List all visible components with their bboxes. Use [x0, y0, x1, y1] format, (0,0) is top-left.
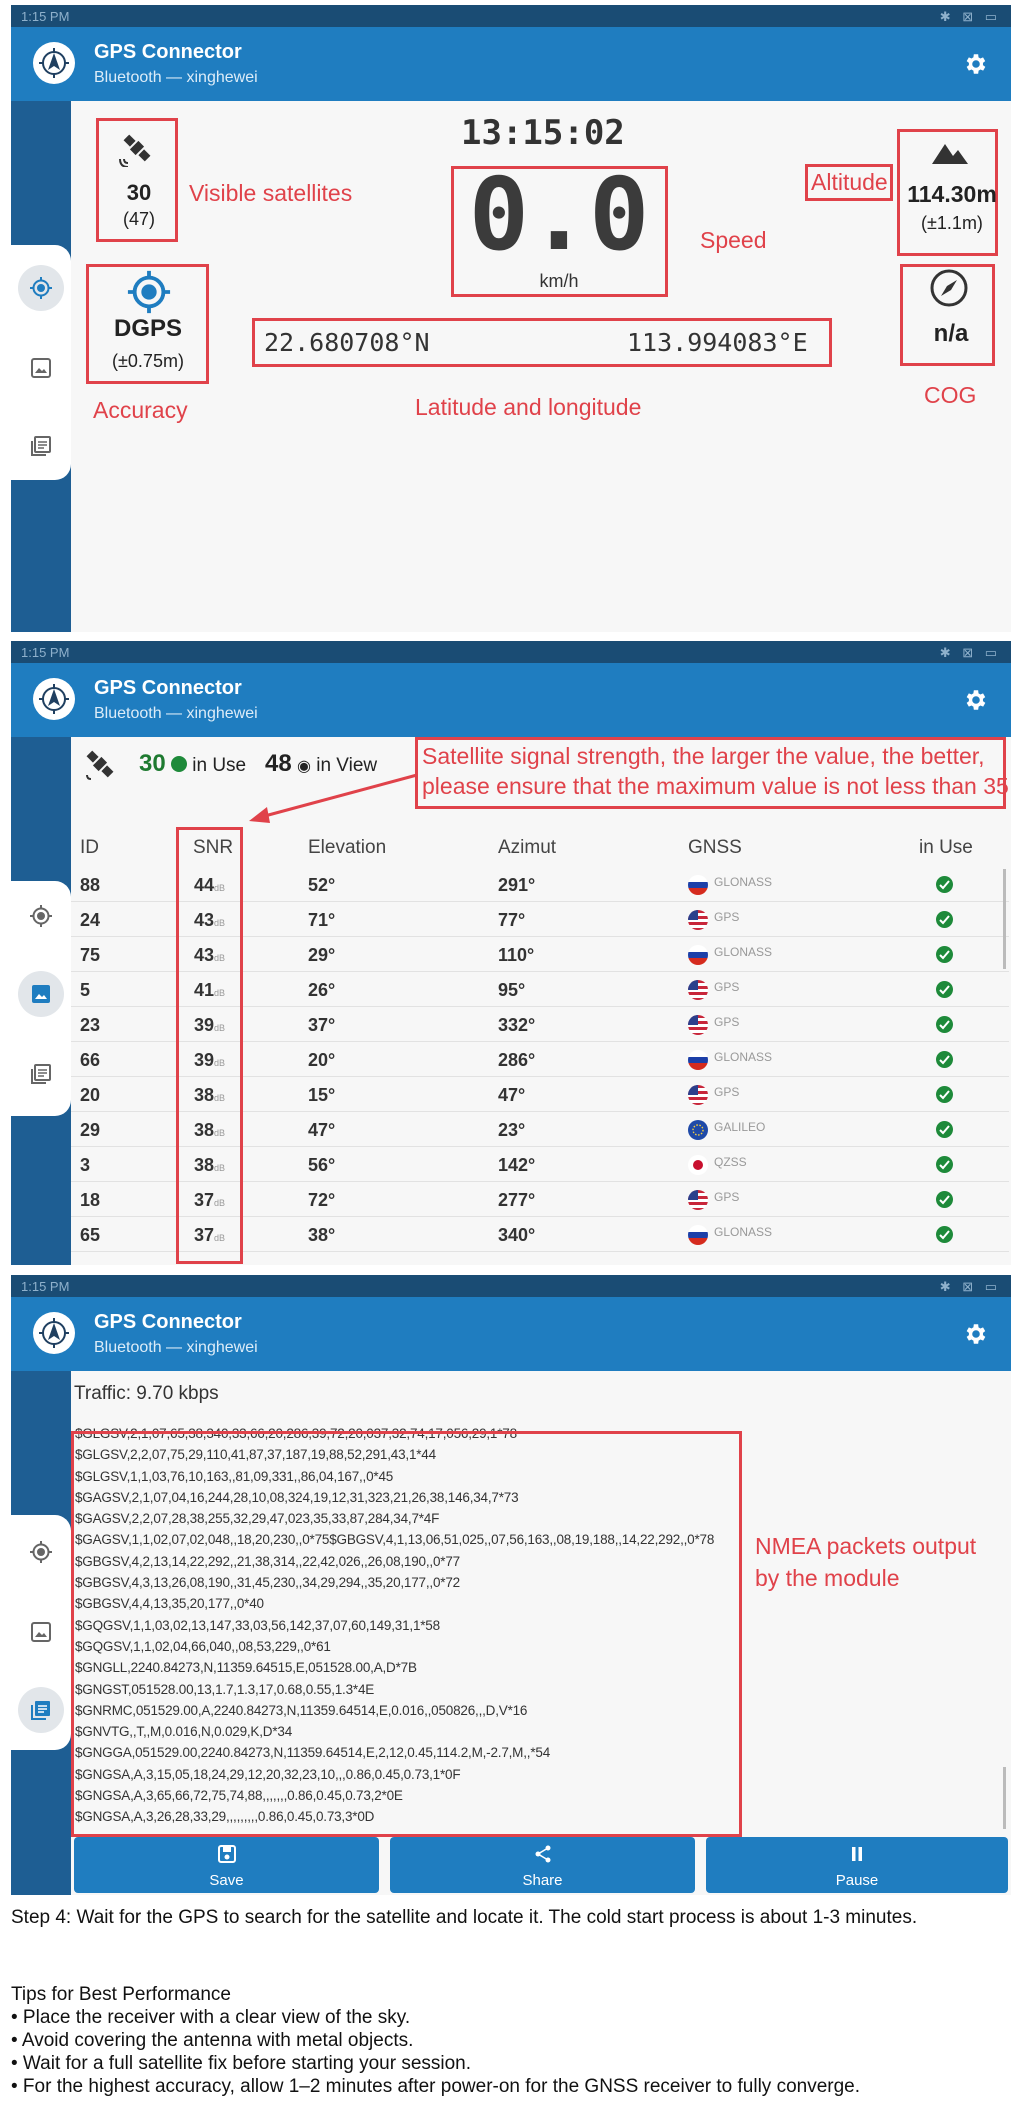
- sat-azimuth: 291°: [498, 875, 536, 895]
- check-circle-icon: [936, 911, 953, 928]
- share-button[interactable]: [390, 1837, 695, 1893]
- sat-snr: 44dB: [194, 875, 226, 895]
- snr-unit: dB: [214, 1023, 226, 1033]
- sat-snr: 38dB: [194, 1085, 226, 1105]
- flag-eu-icon: [688, 1120, 708, 1140]
- flag-jp-icon: [688, 1155, 708, 1175]
- nmea-line: $GNGGA,051529.00,2240.84273,N,11359.64514,E,2,12,0.45,114.2,M,-2.7,M,,*54: [75, 1745, 550, 1761]
- sat-elevation: 29°: [308, 945, 336, 965]
- flag-ru-icon: [688, 875, 708, 895]
- settings-gear-icon[interactable]: [963, 1321, 989, 1347]
- sat-elevation: 38°: [308, 1225, 336, 1245]
- sat-elevation: 20°: [308, 1050, 336, 1070]
- nav-nmea-button[interactable]: [18, 1051, 64, 1097]
- dashboard-screen: [11, 5, 1011, 632]
- nmea-line: $GNVTG,,T,,M,0.016,N,0.029,K,D*34: [75, 1724, 293, 1740]
- col-id: ID: [80, 837, 99, 858]
- sat-id: 75: [80, 945, 101, 965]
- app-bar: [11, 663, 1011, 737]
- in-view-label: in View: [316, 755, 378, 776]
- scrollbar[interactable]: [1003, 869, 1006, 969]
- accuracy-mode-value: DGPS: [113, 315, 182, 342]
- sat-azimuth: 340°: [498, 1225, 536, 1245]
- document-icon: [29, 1698, 53, 1722]
- tip-item: • Place the receiver with a clear view of the sky.: [11, 2007, 411, 2028]
- pause-icon: [847, 1844, 867, 1864]
- eye-icon: ◉: [296, 758, 311, 775]
- pause-label: Pause: [835, 1872, 879, 1889]
- sat-id: 29: [80, 1120, 101, 1140]
- col-elevation: Elevation: [308, 837, 387, 858]
- app-logo-icon: [33, 42, 75, 84]
- image-icon: [29, 1620, 53, 1644]
- sat-snr: 38dB: [194, 1120, 226, 1140]
- sat-elevation: 26°: [308, 980, 336, 1000]
- settings-gear-icon[interactable]: [963, 51, 989, 77]
- flag-us-icon: [688, 1190, 708, 1210]
- sat-gnss: GPS: [714, 1190, 740, 1204]
- snr-unit: dB: [214, 1233, 226, 1243]
- nmea-line: $GNGST,051528.00,13,1.7,1.3,17,0.68,0.55,1.3*4E: [75, 1681, 375, 1697]
- sat-snr: 37dB: [194, 1225, 226, 1245]
- nmea-highlight-box: [71, 1431, 742, 1837]
- sat-azimuth: 286°: [498, 1050, 536, 1070]
- in-view-count: 48: [265, 750, 292, 777]
- snr-unit: dB: [214, 1128, 226, 1138]
- sat-id: 24: [80, 910, 101, 930]
- nav-location-button[interactable]: [18, 265, 64, 311]
- sat-elevation: 52°: [308, 875, 336, 895]
- speed-value: 0.0: [468, 156, 650, 273]
- nav-rail: [11, 245, 71, 480]
- gps-fixed-icon: [29, 276, 53, 300]
- status-icons: ✱ ⊠ ▭: [939, 9, 1001, 24]
- sat-gnss: GLONASS: [714, 1225, 773, 1239]
- flag-us-icon: [688, 1085, 708, 1105]
- app-logo-icon: [33, 1312, 75, 1354]
- visible-satellites-annotation: Visible satellites: [189, 180, 353, 206]
- flag-us-icon: [688, 1015, 708, 1035]
- nav-satellites-button[interactable]: [18, 971, 64, 1017]
- sat-id: 20: [80, 1085, 101, 1105]
- sat-azimuth: 277°: [498, 1190, 536, 1210]
- document-icon: [29, 1062, 53, 1086]
- gps-fixed-icon: [29, 904, 53, 928]
- sat-gnss: QZSS: [714, 1155, 747, 1169]
- clock-time: 13:15:02: [461, 113, 625, 153]
- nmea-line: $GLGSV,2,1,07,65,38,340,33,66,20,286,39,72,20,037,32,74,17,056,29,1*78: [75, 1426, 517, 1441]
- sat-azimuth: 95°: [498, 980, 526, 1000]
- altitude-value: 114.30m: [907, 181, 997, 207]
- app-bar: [11, 27, 1011, 101]
- image-icon: [29, 982, 53, 1006]
- satellite-icon: [81, 745, 119, 783]
- flag-ru-icon: [688, 1050, 708, 1070]
- flag-ru-icon: [688, 945, 708, 965]
- status-time: 1:15 PM: [21, 1279, 70, 1294]
- snr-annotation-line2: please ensure that the maximum value is not less than 35: [422, 773, 1009, 799]
- check-circle-icon: [936, 1086, 953, 1103]
- annotation-arrow: [241, 771, 421, 826]
- sat-snr: 39dB: [194, 1015, 226, 1035]
- sat-snr: 43dB: [194, 910, 226, 930]
- check-circle-icon: [936, 1016, 953, 1033]
- tip-item: • Wait for a full satellite fix before starting your session.: [11, 2053, 472, 2074]
- app-subtitle: Bluetooth — xinghewei: [94, 69, 258, 86]
- sat-id: 66: [80, 1050, 101, 1070]
- nav-rail: [11, 881, 71, 1116]
- nav-satellites-button[interactable]: [18, 345, 64, 391]
- status-icons: ✱ ⊠ ▭: [939, 1279, 1001, 1294]
- sat-id: 18: [80, 1190, 101, 1210]
- sat-gnss: GALILEO: [714, 1120, 766, 1134]
- tips-title: Tips for Best Performance: [11, 1984, 231, 2005]
- flag-us-icon: [688, 910, 708, 930]
- check-circle-icon: [171, 756, 187, 772]
- sat-azimuth: 77°: [498, 910, 526, 930]
- nmea-line: $GBGSV,4,3,13,26,08,190,,31,45,230,,34,29,294,,35,20,177,,0*72: [75, 1575, 460, 1591]
- app-subtitle: Bluetooth — xinghewei: [94, 705, 258, 722]
- settings-gear-icon[interactable]: [963, 687, 989, 713]
- snr-annotation-line1: Satellite signal strength, the larger the value, the better,: [422, 743, 985, 769]
- nmea-line: $GQGSV,1,1,02,04,66,040,,08,53,229,,0*61: [75, 1638, 331, 1654]
- cog-annotation: COG: [924, 382, 977, 408]
- sat-elevation: 71°: [308, 910, 336, 930]
- sat-azimuth: 47°: [498, 1085, 526, 1105]
- status-time: 1:15 PM: [21, 9, 70, 24]
- nmea-line: $GNGLL,2240.84273,N,11359.64515,E,051528.00,A,D*7B: [75, 1660, 417, 1676]
- snr-unit: dB: [214, 1163, 226, 1173]
- check-circle-icon: [936, 1226, 953, 1243]
- latitude-value: 22.680708°N: [264, 328, 430, 357]
- sat-azimuth: 332°: [498, 1015, 536, 1035]
- satellites-used-value: 30: [126, 180, 152, 205]
- nav-location-button[interactable]: [18, 893, 64, 939]
- snr-unit: dB: [214, 918, 226, 928]
- sat-snr: 41dB: [194, 980, 226, 1000]
- flag-ru-icon: [688, 1225, 708, 1245]
- check-circle-icon: [936, 946, 953, 963]
- snr-unit: dB: [214, 988, 226, 998]
- gps-fixed-icon: [126, 269, 172, 315]
- sat-snr: 37dB: [194, 1190, 226, 1210]
- status-icons: ✱ ⊠ ▭: [939, 645, 1001, 660]
- tip-item: • Avoid covering the antenna with metal objects.: [11, 2030, 414, 2051]
- snr-unit: dB: [214, 1198, 226, 1208]
- sat-azimuth: 110°: [498, 945, 535, 965]
- nav-satellites-button[interactable]: [18, 1609, 64, 1655]
- sat-elevation: 15°: [308, 1085, 336, 1105]
- mountain-icon: [930, 138, 970, 166]
- app-title: GPS Connector: [94, 1311, 242, 1333]
- compass-icon: [929, 268, 969, 308]
- snr-unit: dB: [214, 953, 226, 963]
- in-use-count: 30: [139, 750, 166, 777]
- check-circle-icon: [936, 1191, 953, 1208]
- nmea-line: $GBGSV,4,4,13,35,20,177,,0*40: [75, 1596, 264, 1612]
- nav-nmea-button[interactable]: [18, 1687, 64, 1733]
- snr-unit: dB: [214, 883, 226, 893]
- speed-annotation: Speed: [700, 227, 767, 253]
- status-bar: [11, 1275, 1011, 1297]
- altitude-accuracy-value: (±1.1m): [921, 213, 983, 233]
- save-icon: [217, 1844, 237, 1864]
- check-circle-icon: [936, 1051, 953, 1068]
- sat-id: 23: [80, 1015, 101, 1035]
- tip-item: • For the highest accuracy, allow 1–2 minutes after power-on for the GNSS receiver to fully converge.: [11, 2076, 861, 2097]
- status-bar: [11, 641, 1011, 663]
- status-time: 1:15 PM: [21, 645, 70, 660]
- sat-gnss: GLONASS: [714, 945, 773, 959]
- accuracy-annotation: Accuracy: [93, 397, 188, 423]
- nmea-line: $GAGSV,2,2,07,28,38,255,32,29,47,023,35,33,87,284,34,7*4F: [75, 1511, 440, 1527]
- nmea-annotation-line2: by the module: [755, 1565, 900, 1591]
- check-circle-icon: [936, 1121, 953, 1138]
- satellites-screen: [11, 641, 1011, 1265]
- nmea-line: $GLGSV,2,2,07,75,29,110,41,87,37,187,19,88,52,291,43,1*44: [75, 1447, 436, 1463]
- app-title: GPS Connector: [94, 677, 242, 699]
- sat-gnss: GPS: [714, 910, 740, 924]
- satellites-visible-value: (47): [122, 209, 155, 229]
- sat-elevation: 47°: [308, 1120, 336, 1140]
- save-label: Save: [209, 1872, 244, 1889]
- sat-azimuth: 23°: [498, 1120, 526, 1140]
- sat-elevation: 72°: [308, 1190, 336, 1210]
- save-button[interactable]: [74, 1837, 379, 1893]
- app-logo-icon: [33, 678, 75, 720]
- step-instructions: Step 4: Wait for the GPS to search for the satellite and locate it. The cold start process is about 1-3 minutes.: [11, 1907, 918, 1928]
- status-bar: [11, 5, 1011, 27]
- share-icon: [533, 1844, 553, 1864]
- sat-gnss: GPS: [714, 980, 740, 994]
- check-circle-icon: [936, 1156, 953, 1173]
- sat-elevation: 37°: [308, 1015, 336, 1035]
- nmea-annotation-line1: NMEA packets output: [755, 1533, 977, 1559]
- image-icon: [29, 356, 53, 380]
- check-circle-icon: [936, 981, 953, 998]
- longitude-value: 113.994083°E: [627, 328, 808, 357]
- snr-unit: dB: [214, 1093, 226, 1103]
- nav-location-button[interactable]: [18, 1529, 64, 1575]
- snr-highlight-box: [176, 827, 243, 1264]
- accuracy-value: (±0.75m): [112, 351, 184, 371]
- nmea-line: $GNRMC,051529.00,A,2240.84273,N,11359.64514,E,0.016,,050826,,,D,V*16: [75, 1702, 528, 1718]
- nav-nmea-button[interactable]: [18, 423, 64, 469]
- traffic-rate: Traffic: 9.70 kbps: [74, 1383, 219, 1404]
- sat-id: 88: [80, 875, 101, 895]
- sat-gnss: GLONASS: [714, 875, 773, 889]
- app-subtitle: Bluetooth — xinghewei: [94, 1339, 258, 1356]
- app-title: GPS Connector: [94, 41, 242, 63]
- nmea-line: $GAGSV,2,1,07,04,16,244,28,10,08,324,19,12,31,323,21,26,38,146,34,7*73: [75, 1489, 519, 1505]
- sat-elevation: 56°: [308, 1155, 336, 1175]
- nmea-line: $GNGSA,A,3,15,05,18,24,29,12,20,32,23,10,,,0.86,0.45,0.73,1*0F: [75, 1766, 461, 1782]
- col-snr: SNR: [193, 837, 234, 858]
- nmea-line: $GQGSV,1,1,03,02,13,147,33,03,56,142,37,07,60,149,31,1*58: [75, 1617, 440, 1633]
- sat-azimuth: 142°: [498, 1155, 536, 1175]
- cog-value: n/a: [933, 320, 969, 347]
- sat-gnss: GPS: [714, 1015, 740, 1029]
- sat-id: 65: [80, 1225, 101, 1245]
- nmea-line: $GBGSV,4,2,13,14,22,292,,21,38,314,,22,42,026,,26,08,190,,0*77: [75, 1553, 460, 1569]
- nmea-line: $GAGSV,1,1,02,07,02,048,,18,20,230,,0*75$GBGSV,4,1,13,06,51,025,,07,56,163,,08,19,188,,14,22,292,,0*78: [75, 1532, 715, 1548]
- app-bar: [11, 1297, 1011, 1371]
- sat-snr: 39dB: [194, 1050, 226, 1070]
- gps-fixed-icon: [29, 1540, 53, 1564]
- satellite-icon: [118, 129, 156, 167]
- nmea-line: $GLGSV,1,1,03,76,10,163,,81,09,331,,86,04,167,,0*45: [75, 1468, 394, 1484]
- in-use-label: in Use: [192, 755, 247, 776]
- altitude-annotation: Altitude: [811, 169, 888, 195]
- sat-snr: 38dB: [194, 1155, 226, 1175]
- latlon-annotation: Latitude and longitude: [415, 394, 642, 420]
- nmea-line: $GNGSA,A,3,65,66,72,75,74,88,,,,,,,0.86,0.45,0.73,2*0E: [75, 1788, 403, 1804]
- sat-gnss: GLONASS: [714, 1050, 773, 1064]
- nmea-line: $GNGSA,A,3,26,28,33,29,,,,,,,,,0.86,0.45,0.73,3*0D: [75, 1809, 375, 1825]
- snr-unit: dB: [214, 1058, 226, 1068]
- col-azimuth: Azimut: [498, 837, 557, 858]
- nmea-screen: [11, 1275, 1011, 1895]
- col-in-use: in Use: [919, 837, 973, 858]
- sat-gnss: GPS: [714, 1085, 740, 1099]
- speed-unit: km/h: [539, 271, 579, 291]
- sat-snr: 43dB: [194, 945, 226, 965]
- document-icon: [29, 434, 53, 458]
- in-use-summary: [139, 750, 246, 778]
- share-label: Share: [522, 1872, 563, 1889]
- pause-button[interactable]: [706, 1837, 1008, 1893]
- flag-us-icon: [688, 980, 708, 1000]
- sat-id: 5: [80, 980, 91, 1000]
- sat-id: 3: [80, 1155, 91, 1175]
- nav-rail: [11, 1515, 71, 1750]
- scrollbar[interactable]: [1003, 1767, 1006, 1829]
- col-gnss: GNSS: [688, 837, 742, 858]
- check-circle-icon: [936, 876, 953, 893]
